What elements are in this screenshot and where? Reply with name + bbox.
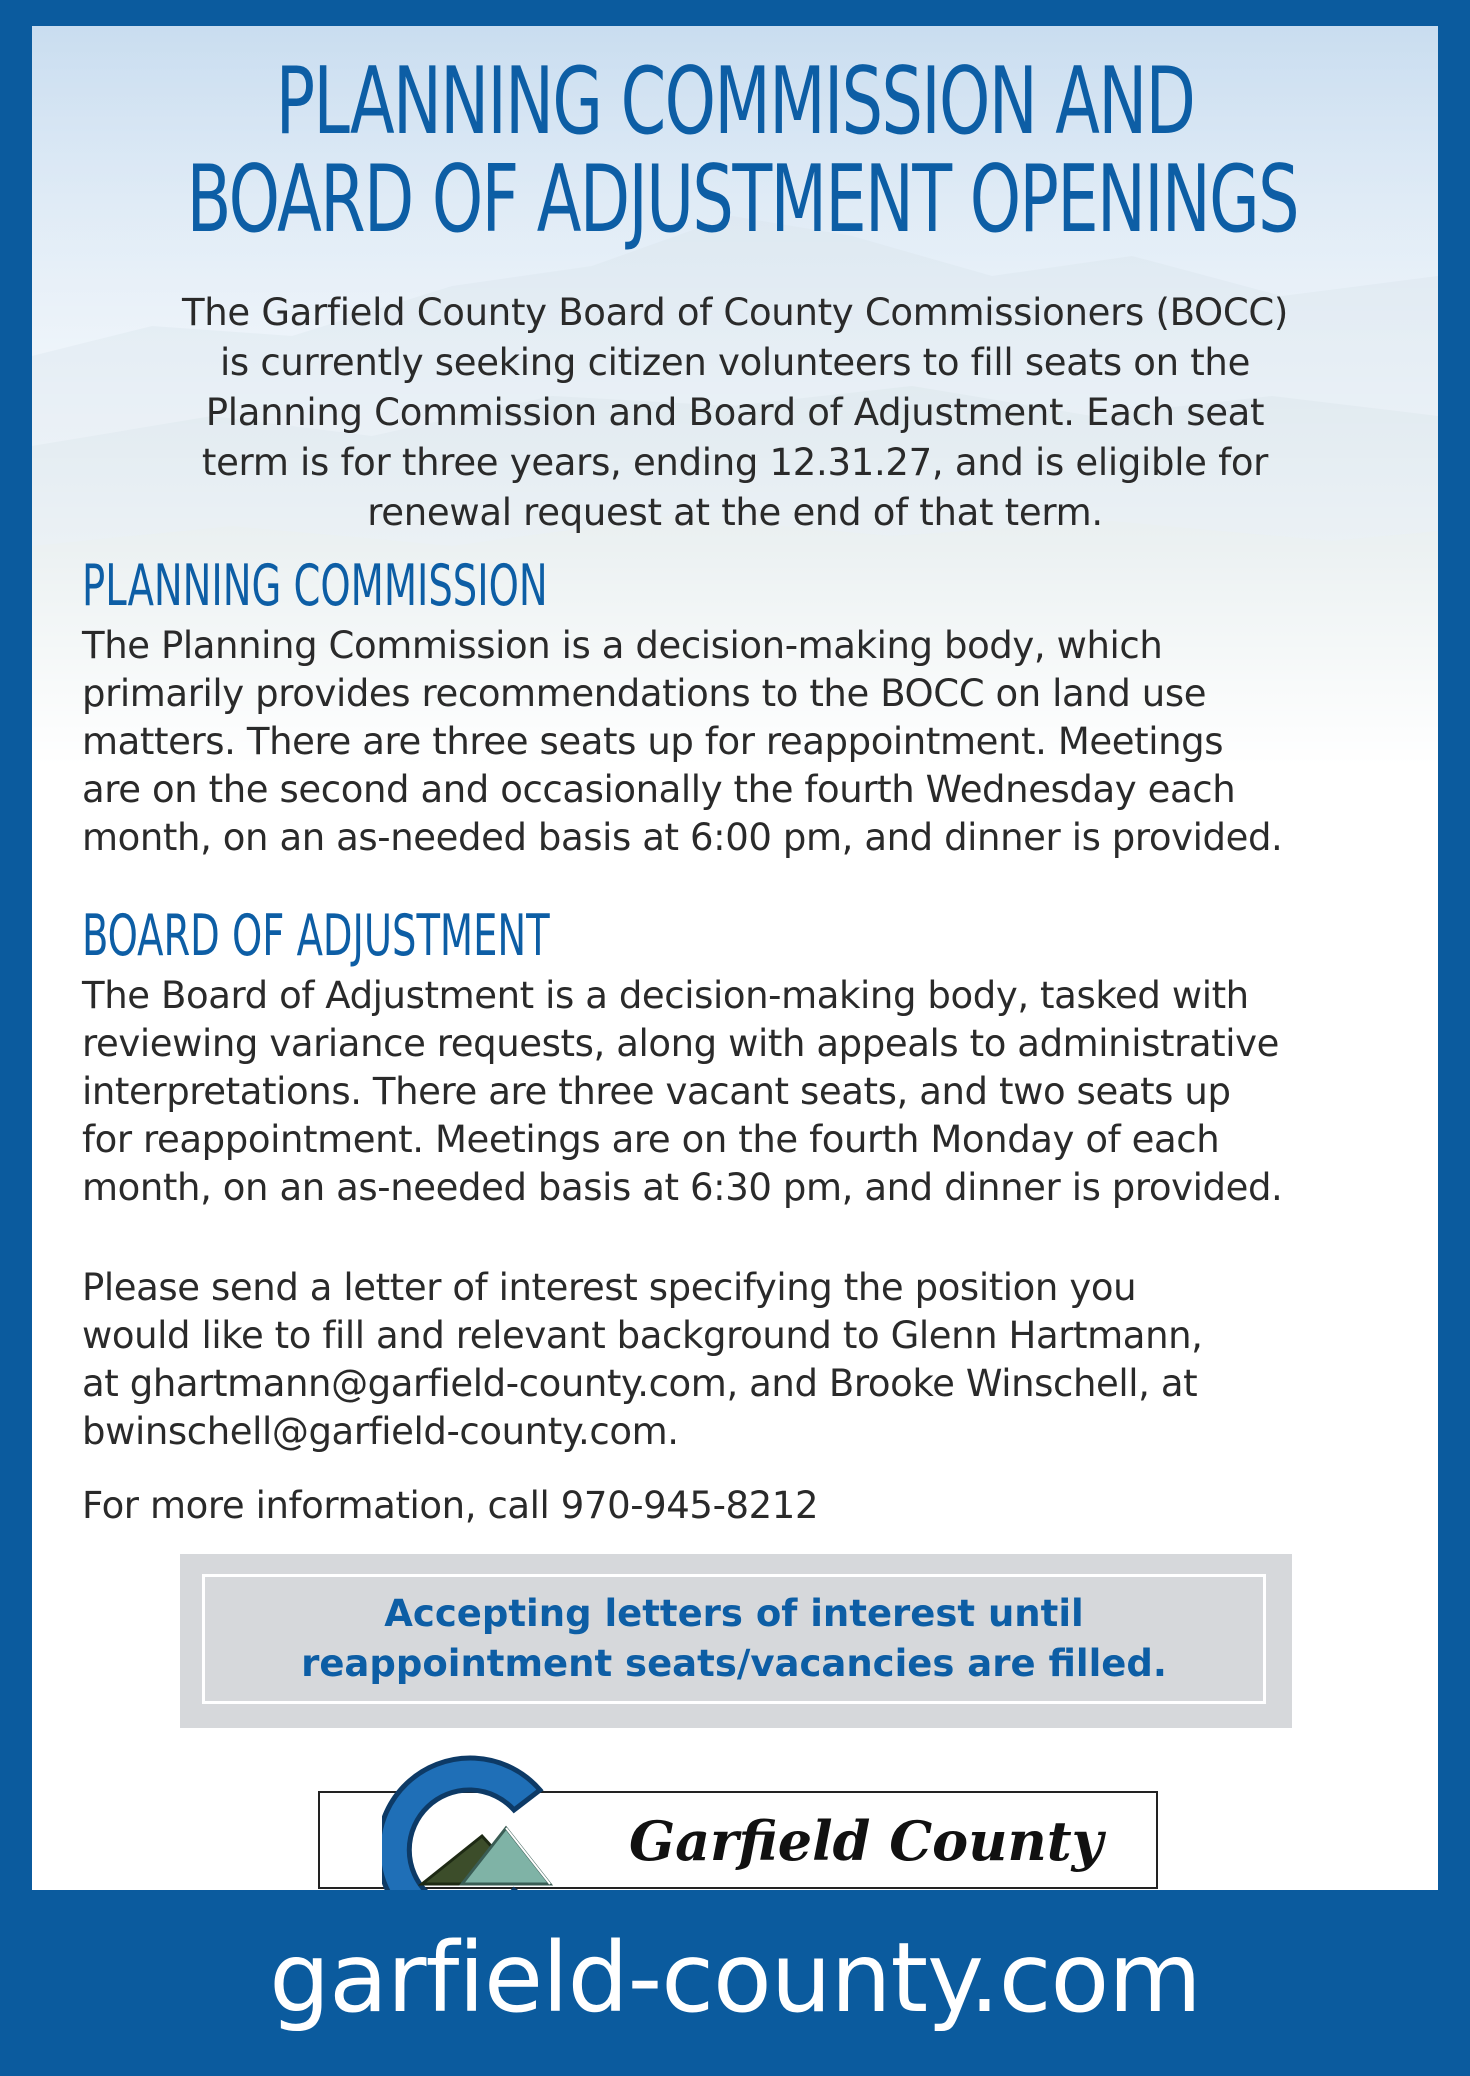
title-line-2: BOARD OF ADJUSTMENT OPENINGS: [186, 145, 1299, 253]
body-line: for reappointment. Meetings are on the fourth Monday of each: [82, 1118, 1220, 1161]
intro-line: renewal request at the end of that term.: [367, 491, 1103, 534]
notice-line-1: Accepting letters of interest until: [384, 1592, 1084, 1635]
logo-wordmark: Garfield County: [628, 1809, 1104, 1873]
body-line: reviewing variance requests, along with appeals to administrative: [82, 1022, 1280, 1065]
body-line: primarily provides recommendations to the BOCC on land use: [82, 672, 1207, 715]
intro-line: term is for three years, ending 12.31.27, and is eligible for: [201, 441, 1269, 484]
body-line: The Board of Adjustment is a decision-making body, tasked with: [82, 974, 1249, 1017]
body-line: matters. There are three seats up for reappointment. Meetings: [82, 720, 1224, 763]
county-c-logo-icon: [382, 1750, 582, 1890]
title-line-1: PLANNING COMMISSION AND: [275, 47, 1195, 155]
body-line: interpretations. There are three vacant seats, and two seats up: [82, 1070, 1231, 1113]
body-line: bwinschell@garfield-county.com.: [82, 1410, 679, 1453]
website-url[interactable]: garfield-county.com: [269, 1922, 1201, 2034]
deadline-notice-inner: [202, 1574, 1266, 1704]
poster-panel: [32, 26, 1438, 1890]
intro-paragraph: [72, 288, 1398, 538]
planning-commission-heading: PLANNING COMMISSION: [82, 553, 548, 619]
phone-info: [82, 1482, 1412, 1530]
body-line: month, on an as-needed basis at 6:30 pm, and dinner is provided.: [82, 1166, 1283, 1209]
planning-commission-text: [82, 622, 1412, 862]
board-of-adjustment-heading: BOARD OF ADJUSTMENT: [82, 903, 550, 969]
contact-paragraph: [82, 1264, 1412, 1456]
body-line: would like to fill and relevant background to Glenn Hartmann,: [82, 1314, 1203, 1357]
board-of-adjustment-text: [82, 972, 1412, 1212]
intro-line: is currently seeking citizen volunteers to fill seats on the: [219, 341, 1251, 384]
intro-line: Planning Commission and Board of Adjustment. Each seat: [205, 391, 1265, 434]
notice-line-2: reappointment seats/vacancies are filled.: [301, 1642, 1167, 1685]
page-title: [186, 47, 1299, 253]
body-line: month, on an as-needed basis at 6:00 pm, and dinner is provided.: [82, 816, 1283, 859]
body-line: Please send a letter of interest specifying the position you: [82, 1266, 1137, 1309]
body-line: are on the second and occasionally the fourth Wednesday each: [82, 768, 1236, 811]
phone-line: For more information, call 970-945-8212: [82, 1484, 819, 1527]
body-line: at ghartmann@garfield-county.com, and Brooke Winschell, at: [82, 1362, 1198, 1405]
body-line: The Planning Commission is a decision-making body, which: [82, 624, 1163, 667]
deadline-notice-box: [180, 1554, 1292, 1728]
intro-line: The Garfield County Board of County Commissioners (BOCC): [181, 291, 1289, 334]
